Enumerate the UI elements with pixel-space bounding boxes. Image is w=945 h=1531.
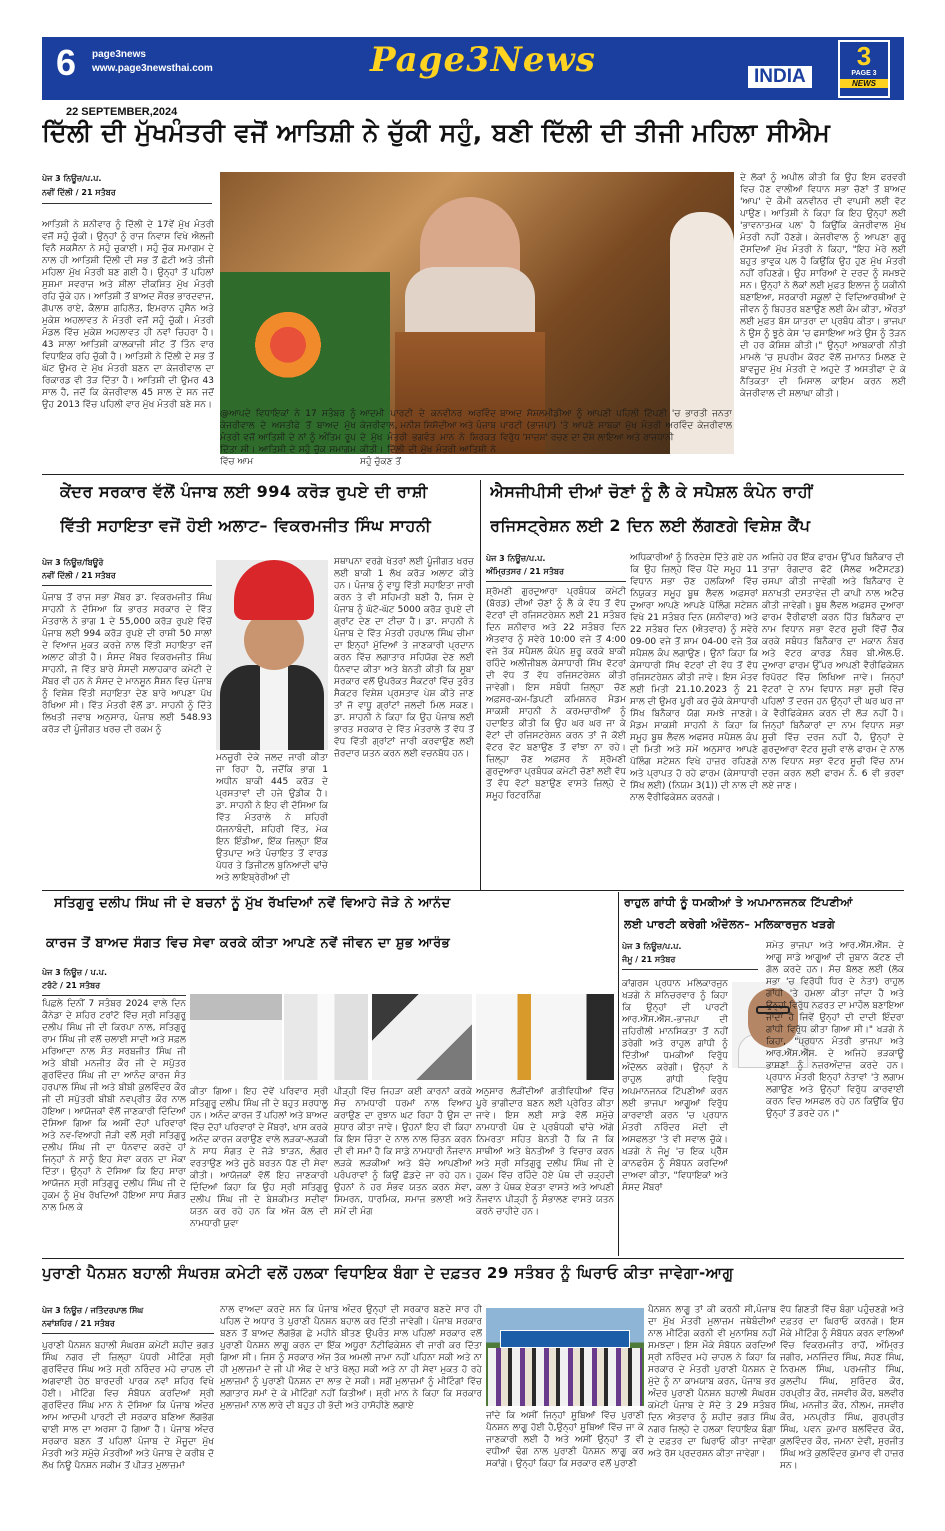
wedding-photo-4 <box>476 994 614 1080</box>
byline-place: ਨਵੀਂ ਦਿੱਲੀ / 21 ਸਤੰਬਰ <box>42 188 116 197</box>
byline <box>622 940 758 970</box>
article-body: ਆਦਮੀ ਪਾਰਟੀ ਦੇ ਕਨਵੀਨਰ ਅਰਵਿੰਦ ਕੇਜਰੀਵਾਲ, ਮਨੀਸ਼ ਸਿਸੋਦੀਆ ਅਤੇ ਪੰਜਾਬ ਦੇ ਮੁੱਖ ਮੰਤਰੀ ਭਗਵੰਤ ਮਾਨ ਨੇ ਸ਼ਿਰਕਤ ਕੀਤੀ। ਦਿੱਲੀ ਦੀ ਮੁੱਖ ਮੰਤਰੀ ਆਤਿਸ਼ੀ ਨੇ ਸਹੁੰ ਚੁੱਕਣ ਤੋਂ <box>360 409 496 467</box>
divider <box>42 474 904 475</box>
headline-kharge-line2: ਲਈ ਪਾਰਟੀ ਕਰੇਗੀ ਅੰਦੋਲਨ– ਮਲਿਕਾਰਜੁਨ ਖੜਗੇ <box>624 918 836 931</box>
byline-agency: ਪੇਜ 3 ਨਿਊਜ਼/ਪ.ਪ. <box>622 942 682 951</box>
divider <box>42 890 904 891</box>
article-body: ਕਾਂਗਰਸ ਪ੍ਰਧਾਨ ਮਲਿਕਾਰਜੁਨ ਖੜਗੇ ਨੇ ਸ਼ਨਿਚਰਵਾਰ ਨੂੰ ਕਿਹਾ ਕਿ ਉਨ੍ਹਾਂ ਦੀ ਪਾਰਟੀ ਆਰ.ਐੱਸ.ਐੱਸ.-ਭਾਜਪਾ ਦੀ ਜ਼ਹਿਰੀਲੀ ਮਾਨਸਿਕਤਾ ਤੋਂ ਨਹੀਂ ਡਰੇਗੀ ਅਤੇ ਰਾਹੁਲ ਗਾਂਧੀ ਨੂੰ ਦਿੱਤੀਆਂ ਧਮਕੀਆਂ ਵਿਰੁੱਧ ਅੰਦੋਲਨ ਕਰੇਗੀ। ਉਨ੍ਹਾਂ ਨੇ ਰਾਹੁਲ ਗਾਂਧੀ ਵਿਰੁੱਧ ਅਪਮਾਨਜਨਕ ਟਿੱਪਣੀਆਂ ਕਰਨ ਲਈ ਭਾਜਪਾ ਆਗੂਆਂ ਵਿਰੁੱਧ ਕਾਰਵਾਈ ਕਰਨ 'ਚ ਪ੍ਰਧਾਨ ਮੰਤਰੀ ਨਰਿੰਦਰ ਮੋਦੀ ਦੀ ਅਸਫਲਤਾ 'ਤੇ ਵੀ ਸਵਾਲ ਚੁੱਕੇ। ਖੜਗੇ ਨੇ ਜੰਮੂ 'ਚ ਇਕ ਪ੍ਰੈੱਸ ਕਾਨਫਰੰਸ ਨੂੰ ਸੰਬੋਧਨ ਕਰਦਿਆਂ ਦਾਅਵਾ ਕੀਤਾ, "ਵਿਧਾਇਕਾਂ ਅਤੇ ਸੰਸਦ ਮੈਂਬਰਾਂ <box>622 979 728 1193</box>
wedding-photo-2 <box>284 994 368 1080</box>
article-body: ਅਧਿਕਾਰੀਆਂ ਨੂੰ ਨਿਰਦੇਸ਼ ਦਿੱਤੇ ਗਏ ਹਨ ਕਿ ਉਹ ਜ਼ਿਲ੍ਹੇ ਵਿੱਚ ਪੈਂਦੇ ਸਮੂਹ 11 ਵਿਧਾਨ ਸਭਾ ਚੋਣ ਹਲਕਿਆਂ ਵਿੱਚ ਨਿਯੁਕਤ ਸਮੂਹ ਬੂਥ ਲੈਵਲ ਅਫ਼ਸਰਾਂ ਦੁਆਰਾ ਆਪਣੇ ਆਪਣੇ ਪੋਲਿੰਗ ਸਟੇਸ਼ਨ ਵਿਖੇ 21 ਸਤੰਬਰ ਦਿਨ (ਸ਼ਨੀਵਾਰ) ਅਤੇ 22 ਸਤੰਬਰ ਦਿਨ (ਐਤਵਾਰ) ਨੂੰ ਸਵੇਰੇ 09-00 ਵਜੇ ਤੋਂ ਸ਼ਾਮ 04-00 ਵਜੇ ਤੱਕ ਸਪੈਸ਼ਲ ਕੰਪ ਲਗਾਉਣ। ਉਨਾਂ ਕਿਹਾ ਕਿ ਕੇਸਾਧਾਰੀ ਸਿੱਖ ਵੋਟਰਾਂ ਦੀ ਵੱਧ ਤੋਂ ਵੱਧ ਰਜਿਸਟਰੇਸ਼ਨ ਕੀਤੀ ਜਾਵੇ। ਇਸ ਮੰਤਵ ਲਈ ਮਿਤੀ 21.10.2023 ਨੂੰ 21 ਸਾਲ ਦੀ ਉਮਰ ਪੂਰੀ ਕਰ ਚੁੱਕੇ ਕੇਸਾਧਾਰੀ ਸਿੱਖ ਬਿਨੈਕਾਰ ਯੋਗ ਸਮਝੇ ਜਾਣਗੇ। ਮੈਡਮ ਸਾਕਸ਼ੀ ਸਾਹਨੀ ਨੇ ਕਿਹਾ ਕਿ ਸਮੂਹ ਬੂਥ ਲੈਵਲ ਅਫਸਰ ਸਪੈਸ਼ਲ ਕੰਪ ਦੀ ਮਿਤੀ ਅਤੇ ਸਮੇਂ ਅਨੁਸਾਰ ਆਪਣੇ ਪੋਲਿੰਗ ਸਟੇਸ਼ਨ ਵਿਖੇ ਹਾਜ਼ਰ ਰਹਿਣਗੇ ਅਤੇ ਪ੍ਰਾਪਤ ਹੋ ਰਹੇ ਫਾਰਮ (ਕੇਸਾਧਾਰੀ ਸਿੱਖ ਲਈ) (ਨਿਯਮ 3(1)) ਦੀ ਨਾਲ ਦੀ ਨਾਲ ਵੈਰੀਫਿਕੇਸ਼ਨ ਕਰਨਗੇ। <box>630 553 758 803</box>
headline-wedding-line2: ਕਾਰਜ ਤੋਂ ਬਾਅਦ ਸੰਗਤ ਵਿਚ ਸੇਵਾ ਕਰਕੇ ਕੀਤਾ ਆਪਣੇ ਨਵੇਂ ਜੀਵਨ ਦਾ ਸ਼ੁਭ ਆਰੰਭ <box>46 936 451 951</box>
article-body: ਆਤਿਸ਼ੀ ਨੇ ਸ਼ਨੀਵਾਰ ਨੂੰ ਦਿੱਲੀ ਦੇ 17ਵੇਂ ਮੁੱਖ ਮੰਤਰੀ ਵਜੋਂ ਸਹੁੰ ਚੁੱਕੀ। ਉਨ੍ਹਾਂ ਨੂੰ ਰਾਜ ਨਿਵਾਸ ਵਿਖੇ ਐਲਜੀ ਵਿਨੈ ਸਕਸੈਨਾ ਨੇ ਸਹੁੰ ਚੁਕਾਈ। ਸਹੁੰ ਚੁੱਕ ਸਮਾਗਮ ਦੇ ਨਾਲ ਹੀ ਆਤਿਸ਼ੀ ਦਿੱਲੀ ਦੀ ਸਭ ਤੋਂ ਛੋਟੀ ਅਤੇ ਤੀਜੀ ਮਹਿਲਾ ਮੁੱਖ ਮੰਤਰੀ ਬਣ ਗਈ ਹੈ। ਉਨ੍ਹਾਂ ਤੋਂ ਪਹਿਲਾਂ ਸੁਸ਼ਮਾ ਸਵਰਾਜ ਅਤੇ ਸ਼ੀਲਾ ਦੀਕਸ਼ਿਤ ਮੁੱਖ ਮੰਤਰੀ ਰਹਿ ਚੁੱਕੇ ਹਨ। ਆਤਿਸ਼ੀ ਤੋਂ ਬਾਅਦ ਸੌਰਭ ਭਾਰਦਵਾਜ, ਗੋਪਾਲ ਰਾਏ, ਕੈਲਾਸ਼ ਗਹਿਲੋਤ, ਇਮਰਾਨ ਹੁਸੈਨ ਅਤੇ ਮੁਕੇਸ਼ ਅਹਲਾਵਤ ਨੇ ਮੰਤਰੀ ਵਜੋਂ ਸਹੁੰ ਚੁੱਕੀ। ਮੰਤਰੀ ਮੰਡਲ ਵਿੱਚ ਮੁਕੇਸ਼ ਅਹਲਾਵਤ ਹੀ ਨਵਾਂ ਚਿਹਰਾ ਹੈ। 43 ਸਾਲਾ ਆਤਿਸ਼ੀ ਕਾਲਕਾਜੀ ਸੀਟ ਤੋਂ ਤਿੰਨ ਵਾਰ ਵਿਧਾਇਕ ਰਹਿ ਚੁੱਕੀ ਹੈ। ਆਤਿਸ਼ੀ ਨੇ ਦਿੱਲੀ ਦੇ ਸਭ ਤੋਂ ਘੱਟ ਉਮਰ ਦੇ ਮੁੱਖ ਮੰਤਰੀ ਬਣਨ ਦਾ ਕੇਜਰੀਵਾਲ ਦਾ ਰਿਕਾਰਡ ਵੀ ਤੋੜ ਦਿੱਤਾ ਹੈ। ਆਤਿਸ਼ੀ ਦੀ ਉਮਰ 43 ਸਾਲ ਹੈ, ਜਦੋਂ ਕਿ ਕੇਜਰੀਵਾਲ 45 ਸਾਲ ਦੇ ਸਨ ਜਦੋਂ ਉਹ 2013 ਵਿੱਚ ਪਹਿਲੀ ਵਾਰ ਮੁੱਖ ਮੰਤਰੀ ਬਣੇ ਸਨ। <box>42 220 214 410</box>
article-body: ਅਜਿਹੇ ਹਰ ਇੱਕ ਫਾਰਮ ਉੱਪਰ ਬਿਨੈਕਾਰ ਦੀ ਤਾਜ਼ਾ ਰੰਗਦਾਰ ਫੋਟੋ (ਸੈਲਫ ਅਟੈਸਟਡ) ਚਸਪਾ ਕੀਤੀ ਜਾਵੇਗੀ ਅਤੇ ਬਿਨੈਕਾਰ ਦੇ ਸ਼ਨਾਖਤੀ ਦਸਤਾਵੇਜ਼ ਦੀ ਕਾਪੀ ਨਾਲ ਅਟੈਚ ਕੀਤੀ ਜਾਵੇਗੀ। ਬੂਥ ਲੈਵਲ ਅਫ਼ਸਰ ਦੁਆਰਾ ਫਾਰਮ ਵੈਰੀਫਾਈ ਕਰਨ ਹਿੱਤ ਬਿਨੈਕਾਰ ਦਾ ਨਾਮ ਵਿਧਾਨ ਸਭਾ ਵੋਟਰ ਸੂਚੀ ਵਿੱਚੋਂ ਚੈੱਕ ਕਰਕੇ ਸਬੰਧਤ ਬਿਨੈਕਾਰ ਦਾ ਮਕਾਨ ਨੰਬਰ ਅਤੇ ਵੋਟਰ ਕਾਰਡ ਨੰਬਰ ਬੀ.ਐਲ.ਓ. ਦੁਆਰਾ ਫਾਰਮ ਉੱਪਰ ਆਪਣੀ ਵੈਰੀਫਿਕੇਸ਼ਨ ਰਿਪੋਰਟ ਵਿੱਚ ਲਿਖਿਆ ਜਾਵੇ। ਜਿਨ੍ਹਾਂ ਵੋਟਰਾਂ ਦੇ ਨਾਮ ਵਿਧਾਨ ਸਭਾ ਸੂਚੀ ਵਿੱਚ ਪਹਿਲਾਂ ਤੋਂ ਦਰਜ ਹਨ ਉਨ੍ਹਾਂ ਦੀ ਘਰ ਘਰ ਜਾ ਕੇ ਵੈਰੀਫਿਕੇਸ਼ਨ ਕਰਨ ਦੀ ਲੋੜ ਨਹੀਂ ਹੈ। ਜਿਨ੍ਹਾਂ ਬਿਨੈਕਾਰਾਂ ਦਾ ਨਾਮ ਵਿਧਾਨ ਸਭਾ ਸੂਚੀ ਵਿੱਚ ਦਰਜ ਨਹੀਂ ਹੈ, ਉਨ੍ਹਾਂ ਦੇ ਗੁਰਦੁਆਰਾ ਵੋਟਰ ਸੂਚੀ ਵਾਲੇ ਫਾਰਮ ਦੇ ਨਾਲ ਨਾਲ ਵਿਧਾਨ ਸਭਾ ਵੋਟਰ ਸੂਚੀ ਵਿੱਚ ਨਾਮ ਦਰਜ ਕਰਨ ਲਈ ਫਾਰਮ ਨੰ. 6 ਵੀ ਭਰਵਾ ਲਏ ਜਾਣ। <box>762 553 904 791</box>
article-body: ਅਨੁਸਾਰ ਲੋੜੀਂਦੀਆਂ ਗਤੀਵਿਧੀਆਂ ਵਿੱਚ ਪੂਰੇ ਭਾਗੀਦਾਰ ਬਣਨ ਲਈ ਪ੍ਰੇਰਿਤ ਕੀਤਾ ਜਾਵੇ। ਇਸ ਲਈ ਸਾਡੇ ਵੱਲੋਂ ਸਮੁੱਚੇ ਨਾਮਧਾਰੀ ਪੰਥ ਦੇ ਪ੍ਰਬੰਧਕੀ ਢਾਂਚੇ ਅੱਗੇ ਨਿਮਰਤਾ ਸਹਿਤ ਬੇਨਤੀ ਹੈ ਕਿ ਜੋ ਕਿ ਸਾਥੀਆਂ ਅਤੇ ਬੇਨਤੀਆਂ ਤੇ ਵਿਚਾਰ ਕਰਨ ਅਤੇ ਸ੍ਰੀ ਸਤਿਗੁਰੂ ਦਲੀਪ ਸਿੰਘ ਜੀ ਦੇ ਹੁਕਮ ਵਿੱਚ ਰਹਿੰਦੇ ਹੋਏ ਪੰਥ ਦੀ ਚੜ੍ਹਦੀ ਕਲਾ ਤੇ ਪੰਥਕ ਏਕਤਾ ਵਾਸਤੇ ਅਤੇ ਆਪਣੀ ਨੌਜਵਾਨ ਪੀੜ੍ਹੀ ਨੂੰ ਸੰਭਾਲਣ ਵਾਸਤੇ ਯਤਨ ਕਰਨੇ ਚਾਹੀਦੇ ਹਨ। <box>476 1087 614 1217</box>
badge-text: PAGE 3 <box>851 70 877 77</box>
article-body: ਪੈਨਸ਼ਨ ਲਾਗੂ ਤਾਂ ਕੀ ਕਰਨੀ ਸੀ,ਪੰਜਾਬ ਦਾ ਮੁੱਖ ਮੰਤਰੀ ਮੁਲਾਜ਼ਮ ਜਥੇਬੰਦੀਆਂ ਨਾਲ ਮੀਟਿੰਗ ਕਰਨੀ ਵੀ ਮੁਨਾਸਿਬ ਨਹੀਂ ਸਮਝਦਾ। ਇਸ ਮੌਕੇ ਸੰਬੋਧਨ ਕਰਦਿਆਂ ਸ੍ਰੀ ਨਰਿੰਦਰ ਮਹੇ ਚਾਹਲ ਨੇ ਕਿਹਾ ਕਿ ਸਰਕਾਰ ਦੇ ਮੰਤਰੀ ਪੁਰਾਣੀ ਪੈਨਸ਼ਨ ਦੇ ਮੁੱਦੇ ਨੂੰ ਨਾ ਕਾਮਯਾਬ ਕਰਨ, ਪੰਜਾਬ ਭਰ ਅੰਦਰ ਪੁਰਾਣੀ ਪੈਨਸ਼ਨ ਬਹਾਲੀ ਸੰਘਰਸ਼ ਕਮੇਟੀ ਪੰਜਾਬ ਦੇ ਸੱਦੇ ਤੇ 29 ਸਤੰਬਰ ਦਿਨ ਐਤਵਾਰ ਨੂੰ ਸ਼ਹੀਦ ਭਗਤ ਸਿੰਘ ਨਗਰ ਜ਼ਿਲ੍ਹੇ ਦੇ ਹਲਕਾ ਵਿਧਾਇਕ ਬੰਗਾ ਦੇ ਦਫ਼ਤਰ ਦਾ ਘਿਰਾਓ ਕੀਤਾ ਜਾਵੇਗਾ ਅਤੇ ਰੋਸ ਪ੍ਰਦਰਸ਼ਨ ਕੀਤਾ ਜਾਵੇਗਾ। <box>648 1305 776 1459</box>
logo: Page3News <box>370 40 596 80</box>
divider <box>480 480 481 890</box>
turban <box>234 560 314 620</box>
article-body: ਸ਼੍ਰੋਮਣੀ ਗੁਰਦੁਆਰਾ ਪ੍ਰਬੰਧਕ ਕਮੇਟੀ (ਬੋਰਡ) ਦੀਆਂ ਚੋਣਾਂ ਨੂੰ ਲੈ ਕੇ ਵੱਧ ਤੋਂ ਵੱਧ ਵੋਟਰਾਂ ਦੀ ਰਜਿਸਟਰੇਸ਼ਨ ਲਈ 21 ਸਤੰਬਰ ਦਿਨ ਸ਼ਨੀਵਾਰ ਅਤੇ 22 ਸਤੰਬਰ ਦਿਨ ਐਤਵਾਰ ਨੂੰ ਸਵੇਰੇ 10:00 ਵਜੇ ਤੋਂ 4:00 ਵਜੇ ਤੱਕ ਸਪੈਸ਼ਲ ਕੰਪੇਨ ਸ਼ੁਰੂ ਕਰਕੇ ਬਾਕੀ ਰਹਿੰਦੇ ਅਲੀਜੀਬਲ ਕੇਸਾਧਾਰੀ ਸਿੱਖ ਵੋਟਰਾਂ ਦੀ ਵੱਧ ਤੋਂ ਵੱਧ ਰਜਿਸਟਰੇਸ਼ਨ ਕੀਤੀ ਜਾਵੇਗੀ। ਇਸ ਸਬੰਧੀ ਜ਼ਿਲ੍ਹਾ ਚੋਣ ਅਫ਼ਸਰ-ਕਮ-ਡਿਪਟੀ ਕਮਿਸ਼ਨਰ ਮੈਡਮ ਸਾਕਸ਼ੀ ਸਾਹਨੀ ਨੇ ਕਰਮਚਾਰੀਆਂ ਨੂੰ ਹਦਾਇਤ ਕੀਤੀ ਕਿ ਉਹ ਘਰ ਘਰ ਜਾ ਕੇ ਵੋਟਾਂ ਦੀ ਰਜਿਸਟਰੇਸ਼ਨ ਕਰਨ ਤਾਂ ਜੋ ਕੋਈ ਵੋਟਰ ਵੋਟ ਬਣਾਉਣ ਤੋਂ ਵਾਂਝਾ ਨਾ ਰਹੇ। ਜ਼ਿਲ੍ਹਾ ਚੋਣ ਅਫ਼ਸਰ ਨੇ ਸ਼੍ਰੋਮਣੀ ਗੁਰਦੁਆਰਾ ਪ੍ਰਬੰਧਕ ਕਮੇਟੀ ਚੋਣਾਂ ਲਈ ਵੱਧ ਤੋਂ ਵੱਧ ਵੋਟਾਂ ਬਣਾਉਣ ਵਾਸਤੇ ਜ਼ਿਲ੍ਹੇ ਦੇ ਸਮੂਹ ਰਿਟਰਨਿੰਗ <box>486 587 626 801</box>
byline <box>42 1304 214 1334</box>
edition-label: INDIA <box>748 66 812 88</box>
article-body: ਨਾਲ ਵਾਅਦਾ ਕਰਦੇ ਸਨ ਕਿ ਪੰਜਾਬ ਅੰਦਰ ਉਨ੍ਹਾਂ ਦੀ ਸਰਕਾਰ ਬਣਦੇ ਸਾਰ ਹੀ ਪਹਿਲ ਦੇ ਅਧਾਰ ਤੇ ਪੁਰਾਣੀ ਪੈਨਸ਼ਨ ਬਹਾਲ ਕਰ ਦਿੱਤੀ ਜਾਵੇਗੀ। ਪੰਜਾਬ ਸਰਕਾਰ ਬਣਨ ਤੋਂ ਬਾਅਦ ਲੱਗਭੱਗ ਛੇ ਮਹੀਨੇ ਬੀਤਣ ਉਪਰੰਤ ਸਾਲ ਪਹਿਲਾਂ ਸਰਕਾਰ ਵਲੋਂ ਪੁਰਾਣੀ ਪੈਨਸ਼ਨ ਲਾਗੂ ਕਰਨ ਦਾ ਇੱਕ ਅਧੂਰਾ ਨੋਟੀਫਿਕੇਸ਼ਨ ਵੀ ਜਾਰੀ ਕਰ ਦਿੱਤਾ ਗਿਆ ਸੀ। ਜਿਸ ਨੂੰ ਸਰਕਾਰ ਅੱਜ ਤੱਕ ਅਮਲੀ ਜਾਮਾ ਨਹੀਂ ਪਹਿਨਾ ਸਕੀ ਅਤੇ ਨਾ ਹੀ ਮੁਲਾਜ਼ਮਾਂ ਦੇ ਜੀ ਪੀ ਐਫ ਦੇ ਖਾਤੇ ਖੋਲ੍ਹ ਸਕੀ ਅਤੇ ਨਾ ਹੀ ਸੇਵਾ ਮੁਕਤ ਹੋ ਰਹੇ ਮੁਲਾਜ਼ਮਾਂ ਨੂੰ ਪੁਰਾਣੀ ਪੈਨਸ਼ਨ ਦਾ ਲਾਭ ਦੇ ਸਕੀ। ਸਗੋਂ ਮੁਲਾਜ਼ਮਾਂ ਨੂੰ ਮੀਟਿੰਗਾਂ ਵਿੱਚ ਲਗਾਤਾਰ ਸਮਾਂ ਦੇ ਕੇ ਮੀਟਿੰਗਾਂ ਨਹੀਂ ਕਿਤੀਆਂ। ਸ਼੍ਰੀ ਮਾਨ ਨੇ ਕਿਹਾ ਕਿ ਸਰਕਾਰ ਮੁਲਾਜ਼ਮਾਂ ਨਾਲ ਲਾਰੇ ਦੀ ਬਹੁਤ ਹੀ ਭੱਦੀ ਅਤੇ ਹਾਸੋਹੀਣੇ ਲਗਾਏ <box>220 1305 482 1411</box>
headline-atishi: ਦਿੱਲੀ ਦੀ ਮੁੱਖਮੰਤਰੀ ਵਜੋਂ ਆਤਿਸ਼ੀ ਨੇ ਚੁੱਕੀ ਸਹੁੰ, ਬਣੀ ਦਿੱਲੀ ਦੀ ਤੀਜੀ ਮਹਿਲਾ ਸੀਐਮ <box>42 118 831 147</box>
byline-place: ਨਵੀਂ ਦਿੱਲੀ / 21 ਸਤੰਬਰ <box>42 571 116 580</box>
article-body: ਦੇ ਲੋਕਾਂ ਨੂੰ ਅਪੀਲ ਕੀਤੀ ਕਿ ਉਹ ਇਸ ਫਰਵਰੀ ਵਿਚ ਹੋਣ ਵਾਲੀਆਂ ਵਿਧਾਨ ਸਭਾ ਚੋਣਾਂ ਤੋਂ ਬਾਅਦ 'ਆਪ' ਦੇ ਕੌਮੀ ਕਨਵੀਨਰ ਦੀ ਵਾਪਸੀ ਲਈ ਵੋਟ ਪਾਉਣ। ਆਤਿਸ਼ੀ ਨੇ ਕਿਹਾ ਕਿ ਇਹ ਉਨ੍ਹਾਂ ਲਈ 'ਭਾਵਨਾਤਮਕ ਪਲ' ਹੈ ਕਿਉਂਕਿ ਕੇਜਰੀਵਾਲ ਮੁੱਖ ਮੰਤਰੀ ਨਹੀਂ ਹੋਣਗੇ। ਕੇਜਰੀਵਾਲ ਨੂੰ ਆਪਣਾ ਗੁਰੂ ਦੱਸਦਿਆਂ ਮੁੱਖ ਮੰਤਰੀ ਨੇ ਕਿਹਾ, "ਇਹ ਮੇਰੇ ਲਈ ਬਹੁਤ ਭਾਵੁਕ ਪਲ ਹੈ ਕਿਉਂਕਿ ਉਹ ਹੁਣ ਮੁੱਖ ਮੰਤਰੀ ਨਹੀਂ ਰਹਿਣਗੇ। ਉਹ ਸਾਰਿਆਂ ਦੇ ਦਰਦ ਨੂੰ ਸਮਝਦੇ ਸਨ। ਉਨ੍ਹਾਂ ਨੇ ਲੋਕਾਂ ਲਈ ਮੁਫ਼ਤ ਇਲਾਜ ਨੂੰ ਯਕੀਨੀ ਬਣਾਇਆ, ਸਰਕਾਰੀ ਸਕੂਲਾਂ ਦੇ ਵਿਦਿਆਰਥੀਆਂ ਦੇ ਜੀਵਨ ਨੂੰ ਬਿਹਤਰ ਬਣਾਉਣ ਲਈ ਕੰਮ ਕੀਤਾ, ਔਰਤਾਂ ਲਈ ਮੁਫ਼ਤ ਬੱਸ ਯਾਤਰਾ ਦਾ ਪ੍ਰਬੰਧ ਕੀਤਾ। ਭਾਜਪਾ ਨੇ ਉਸ ਨੂੰ ਝੂਠੇ ਕੇਸ 'ਚ ਫਸਾਇਆ ਅਤੇ ਉਸ ਨੂੰ ਤੋੜਨ ਦੀ ਹਰ ਕੋਸ਼ਿਸ਼ ਕੀਤੀ।" ਉਨ੍ਹਾਂ ਆਬਕਾਰੀ ਨੀਤੀ ਮਾਮਲੇ 'ਚ ਸੁਪਰੀਮ ਕੋਰਟ ਵੱਲੋਂ ਜ਼ਮਾਨਤ ਮਿਲਣ ਦੇ ਬਾਵਜੂਦ ਮੁੱਖ ਮੰਤਰੀ ਦੇ ਅਹੁਦੇ ਤੋਂ ਅਸਤੀਫਾ ਦੇ ਕੇ ਨੈਤਿਕਤਾ ਦੀ ਮਿਸਾਲ ਕਾਇਮ ਕਰਨ ਲਈ ਕੇਜਰੀਵਾਲ ਦੀ ਸ਼ਲਾਘਾ ਕੀਤੀ। <box>740 173 906 399</box>
byline <box>486 552 626 582</box>
article-body: ਬਾਅਦ ਸੋਸ਼ਲਮੀਡੀਆ ਨੂੰ ਆਪਣੀ ਪਹਿਲੀ ਟਿੱਪਣੀ 'ਚ ਭਾਰਤੀ ਜਨਤਾ ਪਾਰਟੀ (ਭਾਜਪਾ) 'ਤੇ ਆਪਣੇ ਸਾਬਕਾ ਮੁੱਖ ਮੰਤਰੀ ਅਰਵਿੰਦ ਕੇਜਰੀਵਾਲ ਵਿਰੁੱਧ 'ਸਾਜ਼ਸ਼' ਰਚਣ ਦਾ ਦੋਸ਼ ਲਾਇਆ ਅਤੇ ਰਾਜਧਾਨੀ <box>500 409 732 443</box>
headline-994-crore-line2: ਵਿੱਤੀ ਸਹਾਇਤਾ ਵਜੋਂ ਹੋਈ ਅਲਾਟ– ਵਿਕਰਮਜੀਤ ਸਿੰਘ ਸਾਹਨੀ <box>60 516 432 535</box>
headline-sgpc: ਐਸਜੀਪੀਸੀ ਦੀਆਂ ਚੋਣਾਂ ਨੂੰ ਲੈ ਕੇ ਸਪੈਸ਼ਲ ਕੰਪੇਨ ਰਾਹੀਂ <box>490 482 813 501</box>
article-body: ਕੀਤਾ ਗਿਆ। ਇਹ ਦੋਵੇਂ ਪਰਿਵਾਰ ਸ੍ਰੀ ਸਤਿਗੁਰੂ ਦਲੀਪ ਸਿੰਘ ਜੀ ਦੇ ਬਹੁਤ ਸ਼ਰਧਾਲੂ ਹਨ। ਅਨੰਦ ਕਾਰਜ ਤੋਂ ਪਹਿਲਾਂ ਅਤੇ ਬਾਅਦ ਵਿੱਚ ਦੋਹਾਂ ਪਰਿਵਾਰਾਂ ਦੇ ਮੈਂਬਰਾਂ, ਖਾਸ ਕਰਕੇ ਅਨੰਦ ਕਾਰਜ ਕਰਾਉਣ ਵਾਲੇ ਲੜਕਾ-ਲੜਕੀ ਨੇ ਸਾਧ ਸੰਗਤ ਦੇ ਜੋੜੇ ਝਾੜਨ, ਲੰਗਰ ਵਰਤਾਉਣ ਅਤੇ ਜੂਠੇ ਬਰਤਨ ਧੋਣ ਦੀ ਸੇਵਾ ਕੀਤੀ। ਆਯੋਜਕਾਂ ਵੱਲੋਂ ਇਹ ਜਾਣਕਾਰੀ ਦਿੰਦਿਆਂ ਕਿਹਾ ਕਿ ਉਹ ਸ੍ਰੀ ਸਤਿਗੁਰੂ ਦਲੀਪ ਸਿੰਘ ਜੀ ਦੇ ਬੇਸ਼ਕੀਮਤ ਸਦੀਵਾ ਯਤਨ ਕਰ ਰਹੇ ਹਨ ਕਿ ਅੱਜ ਕੱਲ ਦੀ ਨਾਮਧਾਰੀ ਯੁਵਾ <box>190 1087 328 1229</box>
divider <box>42 1258 904 1259</box>
shirt <box>260 665 288 750</box>
headline-pension: ਪੁਰਾਣੀ ਪੈਨਸ਼ਨ ਬਹਾਲੀ ਸੰਘਰਸ਼ ਕਮੇਟੀ ਵਲੋਂ ਹਲਕਾ ਵਿਧਾਇਕ ਬੰਗਾ ਦੇ ਦਫ਼ਤਰ 29 ਸਤੰਬਰ ਨੂੰ ਘਿਰਾਓ ਕੀਤਾ ਜਾਵੇਗਾ-ਆਗੂ <box>42 1264 734 1282</box>
headline-wedding: ਸਤਿਗੁਰੂ ਦਲੀਪ ਸਿੰਘ ਜੀ ਦੇ ਬਚਨਾਂ ਨੂੰ ਮੁੱਖ ਰੱਖਦਿਆਂ ਨਵੇਂ ਵਿਆਹੇ ਜੋੜੇ ਨੇ ਆਨੰਦ <box>54 896 451 911</box>
wedding-photo-3 <box>372 994 472 1080</box>
byline-agency: ਪੇਜ 3 ਨਿਊਜ਼/ਪ.ਪ. <box>42 174 102 183</box>
headline-994-crore: ਕੇਂਦਰ ਸਰਕਾਰ ਵੱਲੋਂ ਪੰਜਾਬ ਲਈ 994 ਕਰੋੜ ਰੁਪਏ ਦੀ ਰਾਸ਼ੀ <box>60 482 428 501</box>
byline-place: ਅੰਮ੍ਰਿਤਸਰ / 21 ਸਤੰਬਰ <box>486 567 564 576</box>
site-name: page3news <box>92 49 146 60</box>
byline-agency: ਪੇਜ 3 ਨਿਊਜ਼ / ਪ.ਪ. <box>42 968 107 977</box>
date-bar <box>42 100 904 118</box>
article-body: ਜਾਂਦੇ ਕਿ ਅਸੀਂ ਜਿਨ੍ਹਾਂ ਸੂਬਿਆਂ ਵਿੱਚ ਪੁਰਾਣੀ ਪੈਨਸ਼ਨ ਲਾਗੂ ਹੋਈ ਹੈ,ਉਨ੍ਹਾਂ ਸੂਬਿਆਂ ਵਿੱਚ ਜਾ ਕੇ ਜਾਣਕਾਰੀ ਲਈ ਹੈ ਅਤੇ ਅਸੀਂ ਉਨ੍ਹਾਂ ਤੋਂ ਵੀ ਵਧੀਆਂ ਢੰਗ ਨਾਲ ਪੁਰਾਣੀ ਪੈਨਸ਼ਨ ਲਾਗੂ ਕਰ ਸਕਾਂਗੇ। ਉਨ੍ਹਾਂ ਕਿਹਾ ਕਿ ਸਰਕਾਰ ਵਲੋਂ ਪੁਰਾਣੀ <box>486 1411 644 1469</box>
pension-protest-photo <box>486 1308 644 1406</box>
headline-sgpc-line2: ਰਜਿਸਟ੍ਰੇਸ਼ਨ ਲਈ 2 ਦਿਨ ਲਈ ਲੱਗਣਗੇ ਵਿਸ਼ੇਸ਼ ਕੈਂਪ <box>490 516 811 535</box>
divider <box>618 892 619 1256</box>
article-body: ਪੁਰਾਣੀ ਪੈਨਸ਼ਨ ਬਹਾਲੀ ਸੰਘਰਸ਼ ਕਮੇਟੀ ਸ਼ਹੀਦ ਭਗਤ ਸਿੰਘ ਨਗਰ ਦੀ ਜ਼ਿਲ੍ਹਾ ਪੱਧਰੀ ਮੀਟਿੰਗ ਸ੍ਰੀ ਗੁਰਵਿੰਦਰ ਸਿੰਘ ਅਤੇ ਸ੍ਰੀ ਨਰਿੰਦਰ ਮਹੇ ਚਾਹਲ ਦੀ ਅਗਵਾਈ ਹੇਠ ਬਾਰਦਰੀ ਪਾਰਕ ਨਵਾਂ ਸ਼ਹਿਰ ਵਿਖੇ ਹੋਈ। ਮੀਟਿੰਗ ਵਿਚ ਸੰਬੋਧਨ ਕਰਦਿਆਂ ਸ੍ਰੀ ਗੁਰਵਿੰਦਰ ਸਿੰਘ ਮਾਨ ਨੇ ਦੱਸਿਆ ਕਿ ਪੰਜਾਬ ਅੰਦਰ ਆਮ ਆਦਮੀ ਪਾਰਟੀ ਦੀ ਸਰਕਾਰ ਬਣਿਆ ਲੱਗਭੱਗ ਢਾਈ ਸਾਲ ਦਾ ਅਰਸਾ ਹੋ ਗਿਆ ਹੈ। ਪੰਜਾਬ ਅੰਦਰ ਸਰਕਾਰ ਬਣਨ ਤੋਂ ਪਹਿਲਾਂ ਪੰਜਾਬ ਦੇ ਮੌਜੂਦਾ ਮੁੱਖ ਮੰਤਰੀ ਅਤੇ ਸਮੁੱਚੇ ਮੰਤਰੀਆਂ ਅਤੇ ਪੰਜਾਬ ਦੇ ਕਰੀਬ ਦੋ ਲੱਖ ਨਿਊ ਪੈਨਸ਼ਨ ਸਕੀਮ ਤੋਂ ਪੀੜਤ ਮੁਲਾਜ਼ਮਾਂ <box>42 1341 214 1471</box>
article-body: ਮਨਜ਼ੂਰੀ ਦੇਕੇ ਜਲਦ ਜਾਰੀ ਕੀਤਾ ਜਾ ਰਿਹਾ ਹੈ, ਜਦੋਂਕਿ ਭਾਗ 1 ਅਧੀਨ ਬਾਕੀ 445 ਕਰੋੜ ਦੇ ਪ੍ਰਸਤਾਵਾਂ ਦੀ ਹਜੇ ਉਡੀਕ ਹੈ। ਡਾ. ਸਾਹਨੀ ਨੇ ਇਹ ਵੀ ਦੱਸਿਆ ਕਿ ਵਿੱਤ ਮੰਤਰਾਲੇ ਨੇ ਸ਼ਹਿਰੀ ਯੋਜਨਾਬੰਦੀ, ਸ਼ਹਿਰੀ ਵਿੱਤ, ਮੇਕ ਇਨ ਇੰਡੀਆ, ਇੱਕ ਜ਼ਿਲ੍ਹਾ ਇੱਕ ਉਤਪਾਦ ਅਤੇ ਪੰਚਾਇਤ ਤੋਂ ਵਾਰਡ ਪੱਧਰ ਤੇ ਡਿਜੀਟਲ ਬੁਨਿਆਦੀ ਢਾਂਚੇ ਅਤੇ ਲਾਇਬ੍ਰੇਰੀਆਂ ਦੀ <box>216 753 328 883</box>
headline-kharge: ਰਾਹੁਲ ਗਾਂਧੀ ਨੂੰ ਧਮਕੀਆਂ ਤੇ ਅਪਮਾਨਜਨਕ ਟਿੱਪਣੀਆਂ <box>624 896 853 909</box>
byline-agency: ਪੇਜ 3 ਨਿਊਜ਼ / ਜਤਿੰਦਰਪਾਲ ਸਿੰਘ <box>42 1306 144 1315</box>
badge-news: NEWS <box>840 79 888 88</box>
byline <box>42 172 212 204</box>
wedding-photo-1 <box>190 994 282 1080</box>
byline <box>42 556 212 586</box>
byline-place: ਜੰਮੂ / 21 ਸਤੰਬਰ <box>622 955 676 964</box>
article-body: ਪੀੜ੍ਹੀ ਵਿੱਚ ਜਿਹੜਾ ਕਈ ਕਾਰਨਾਂ ਕਰਕੇ ਸੱਚ ਨਾਮਧਾਰੀ ਧਰਮਾਂ ਨਾਲ ਵਿਆਹ ਕਰਾਉਣ ਦਾ ਰੁਝਾਨ ਘਟ ਰਿਹਾ ਹੈ ਉਸ ਦਾ ਸੁਧਾਰ ਕੀਤਾ ਜਾਵੇ। ਉਹਨਾਂ ਇਹ ਵੀ ਕਿਹਾ ਕਿ ਇਸ ਚਿੰਤਾ ਦੇ ਨਾਲ ਨਾਲ ਚਿੰਤਨ ਕਰਨ ਦੀ ਵੀ ਸਮਾਂ ਹੈ ਕਿ ਸਾਡੇ ਨਾਮਧਾਰੀ ਨੌਜਵਾਨ ਲੜਕੇ ਲੜਕੀਆਂ ਅਤੇ ਬੱਚੇ ਆਪਣੀਆਂ ਪਰੰਪਰਾਵਾਂ ਨੂੰ ਕਿਉਂ ਛੱਡਦੇ ਜਾ ਰਹੇ ਹਨ। ਉਹਨਾਂ ਨੇ ਹਰ ਸੰਭਵ ਯਤਨ ਕਰਨ ਸੇਵਾ, ਸਿਮਰਨ, ਧਾਰਮਿਕ, ਸਮਾਜ ਭਲਾਈ ਅਤੇ ਸਮੇਂ ਦੀ ਮੰਗ <box>334 1087 472 1217</box>
site-url[interactable]: www.page3newsthai.com <box>92 63 213 74</box>
byline-agency: ਪੇਜ 3 ਨਿਊਜ਼/ਪ.ਪ. <box>486 554 546 563</box>
banner <box>500 1330 630 1348</box>
byline-agency: ਪੇਜ 3 ਨਿਊਜ਼/ਬਿਊਰੋ <box>42 558 104 567</box>
badge-number: 3 <box>856 41 872 71</box>
article-body: ਸਥਾਪਨਾ ਵਰਗੇ ਖੇਤਰਾਂ ਲਈ ਪੂੰਜੀਗਤ ਖਰਚ ਲਈ ਬਾਕੀ 1 ਲੱਖ ਕਰੋੜ ਅਲਾਟ ਕੀਤੇ ਹਨ। ਪੰਜਾਬ ਨੂੰ ਵਾਧੂ ਵਿੱਤੀ ਸਹਾਇਤਾ ਜਾਰੀ ਕਰਨ ਤੇ ਵੀ ਸਹਿਮਤੀ ਬਣੀ ਹੈ, ਜਿਸ ਦੇ ਪੰਜਾਬ ਨੂੰ ਘੱਟੋ-ਘੱਟ 5000 ਕਰੋੜ ਰੁਪਏ ਦੀ ਗ੍ਰਾਂਟ ਦੇਣ ਦਾ ਟੀਚਾ ਹੈ। ਡਾ. ਸਾਹਨੀ ਨੇ ਪੰਜਾਬ ਦੇ ਵਿੱਤ ਮੰਤਰੀ ਹਰਪਾਲ ਸਿੰਘ ਚੀਮਾ ਦਾ ਇਨ੍ਹਾਂ ਮੁੱਦਿਆਂ ਤੇ ਜਾਣਕਾਰੀ ਪ੍ਰਦਾਨ ਕਰਨ ਵਿੱਚ ਲਗਾਤਾਰ ਸਹਿਯੋਗ ਦੇਣ ਲਈ ਧੰਨਵਾਦ ਕੀਤਾ ਅਤੇ ਬੇਨਤੀ ਕੀਤੀ ਕਿ ਸੂਬਾ ਸਰਕਾਰ ਵਲੋਂ ਉਪਰੋਕਤ ਸੈਕਟਰਾਂ ਵਿੱਚ ਤੁਰੰਤ ਸੈਕਟਰ ਵਿਸ਼ੇਸ਼ ਪ੍ਰਸਤਾਵ ਪੇਸ਼ ਕੀਤੇ ਜਾਣ ਤਾਂ ਜੋ ਵਾਧੂ ਗ੍ਰਾਂਟਾਂ ਜਲਦੀ ਮਿਲ ਸਕਣ। ਡਾ. ਸਾਹਨੀ ਨੇ ਕਿਹਾ ਕਿ ਉਹ ਪੰਜਾਬ ਲਈ ਭਾਰਤ ਸਰਕਾਰ ਦੇ ਵਿੱਤ ਮੰਤਰਾਲੇ ਤੋਂ ਵੱਧ ਤੋਂ ਵੱਧ ਵਿੱਤੀ ਗ੍ਰਾਂਟਾਂ ਜਾਰੀ ਕਰਵਾਉਣ ਲਈ ਜ਼ੋਰਦਾਰ ਯਤਨ ਕਰਨ ਲਈ ਵਚਨਬੱਧ ਹਨ। <box>334 557 474 759</box>
page-number: 6 <box>56 42 77 83</box>
page3-badge <box>838 40 890 98</box>
byline-place: ਨਵਾਂਸ਼ਹਿਰ / 21 ਸਤੰਬਰ <box>42 1319 115 1328</box>
article-body: ਪਿਛਲੇ ਦਿਨੀਂ 7 ਸਤੰਬਰ 2024 ਵਾਲੇ ਦਿਨ ਕੈਨੇਡਾ ਦੇ ਸ਼ਹਿਰ ਟਰਾਂਟੋ ਵਿੱਚ ਸ੍ਰੀ ਸਤਿਗੁਰੂ ਦਲੀਪ ਸਿੰਘ ਜੀ ਦੀ ਕਿਰਪਾ ਨਾਲ, ਸਤਿਗੁਰੂ ਰਾਮ ਸਿੰਘ ਜੀ ਵਲੋਂ ਚਲਾਈ ਸਾਦੀ ਅਤੇ ਸਫ਼ਲ ਮਰਿਆਦਾ ਨਾਲ ਸੰਤ ਸਰਬਜੀਤ ਸਿੰਘ ਜੀ ਅਤੇ ਬੀਬੀ ਮਨਜੀਤ ਕੌਰ ਜੀ ਦੇ ਸਪੁੱਤਰ ਗੁਰਵਿੰਦਰ ਸਿੰਘ ਜੀ ਦਾ ਆਨੰਦ ਕਾਰਜ ਸੰਤ ਹਰਪਾਲ ਸਿੰਘ ਜੀ ਅਤੇ ਬੀਬੀ ਕੁਲਵਿੰਦਰ ਕੌਰ ਜੀ ਦੀ ਸਪੁੱਤਰੀ ਬੀਬੀ ਨਵਪ੍ਰੀਤ ਕੌਰ ਨਾਲ ਹੋਇਆ। ਆਯੋਜਕਾਂ ਵੱਲੋਂ ਜਾਣਕਾਰੀ ਦਿੰਦਿਆਂ ਦੱਸਿਆ ਗਿਆ ਕਿ ਅਸੀਂ ਦੋਹਾਂ ਪਰਿਵਾਰਾਂ ਅਤੇ ਨਵ-ਵਿਆਹੀ ਜੋੜੀ ਵਲੋਂ ਸ੍ਰੀ ਸਤਿਗੁਰੂ ਦਲੀਪ ਸਿੰਘ ਜੀ ਦਾ ਧੰਨਵਾਦ ਕਰਦੇ ਹਾਂ ਜਿਨ੍ਹਾਂ ਨੇ ਸਾਨੂੰ ਇਹ ਸੇਵਾ ਕਰਨ ਦਾ ਮੌਕਾ ਦਿੱਤਾ। ਉਨ੍ਹਾਂ ਨੇ ਦੱਸਿਆ ਕਿ ਇਹ ਸਾਰਾ ਆਯੋਜਨ ਸ੍ਰੀ ਸਤਿਗੁਰੂ ਦਲੀਪ ਸਿੰਘ ਜੀ ਦੇ ਹੁਕਮ ਨੂੰ ਮੁੱਖ ਰੱਖਦਿਆਂ ਹੋਇਆ ਸਾਧ ਸੰਗਤ ਨਾਲ ਮਿਲ ਕੇ <box>42 999 186 1213</box>
byline-place: ਟਰੰਟੋ / 21 ਸਤੰਬਰ <box>42 981 101 990</box>
article-body: ਵੱਧ ਗਿਣਤੀ ਵਿੱਚ ਬੰਗਾ ਪਹੁੰਚਣਗੇ ਅਤੇ ਦਫ਼ਤਰ ਦਾ ਘਿਰਾਓ ਕਰਨਗੇ। ਇਸ ਮੌਕੇ ਮੀਟਿੰਗ ਨੂੰ ਸੰਬੋਧਨ ਕਰਨ ਵਾਲਿਆਂ ਵਿੱਚ ਵਿਕਰਮਜੀਤ ਰਾਹੋਂ, ਅੰਮ੍ਰਿਤ ਜਗੀਰ, ਮਨਜਿੰਦਰ ਸਿੰਘ, ਸੋਹਣ ਸਿੰਘ, ਨਿਰਮਲ ਸਿੰਘ, ਪਰਮਜੀਤ ਸਿੰਘ, ਕੁਲਦੀਪ ਸਿੰਘ, ਸੁਰਿੰਦਰ ਕੌਰ, ਹਰਪ੍ਰੀਤ ਕੌਰ, ਜਸਵੀਰ ਕੌਰ, ਬਲਵੀਰ ਸਿੰਘ, ਮਨਜੀਤ ਕੌਰ, ਨੀਲਮ, ਜਸਵੀਰ ਕੌਰ, ਮਨਪ੍ਰੀਤ ਸਿੰਘ, ਗੁਰਪ੍ਰੀਤ ਸਿੰਘ, ਪਵਨ ਕੁਮਾਰ ਬਲਵਿੰਦਰ ਕੌਰ, ਕੁਲਵਿੰਦਰ ਕੌਰ, ਜਮਨਾ ਦੇਵੀ, ਸੁਰਜੀਤ ਸਿੰਘ ਅਤੇ ਕੁਲਵਿੰਦਰ ਕੁਮਾਰ ਵੀ ਹਾਜ਼ਰ ਸਨ। <box>780 1305 904 1471</box>
issue-date: 22 SEPTEMBER,2024 <box>66 106 178 118</box>
article-body: ਪੰਜਾਬ ਤੋਂ ਰਾਜ ਸਭਾ ਮੈਂਬਰ ਡਾ. ਵਿਕਰਮਜੀਤ ਸਿੰਘ ਸਾਹਨੀ ਨੇ ਦੱਸਿਆ ਕਿ ਭਾਰਤ ਸਰਕਾਰ ਦੇ ਵਿੱਤ ਮੰਤਰਾਲੇ ਨੇ ਭਾਗ 1 ਦੇ 55,000 ਕਰੋੜ ਰੁਪਏ ਵਿੱਚੋਂ ਪੰਜਾਬ ਲਈ 994 ਕਰੋੜ ਰੁਪਏ ਦੀ ਰਾਸ਼ੀ 50 ਸਾਲਾਂ ਦੇ ਵਿਆਜ ਮੁਕਤ ਕਰਜ਼ੇ ਨਾਲ ਵਿੱਤੀ ਸਹਾਇਤਾ ਵਜੋਂ ਅਲਾਟ ਕੀਤੀ ਹੈ। ਸੰਸਦ ਮੈਂਬਰ ਵਿਕਰਮਜੀਤ ਸਿੰਘ ਸਾਹਨੀ, ਜੋ ਵਿੱਤ ਬਾਰੇ ਸੰਸਦੀ ਸਲਾਹਕਾਰ ਕਮੇਟੀ ਦੇ ਮੈਂਬਰ ਵੀ ਹਨ ਨੇ ਸੰਸਦ ਦੇ ਮਾਨਸੂਨ ਸੈਸ਼ਨ ਵਿਚ ਪੰਜਾਬ ਨੂੰ ਵਿਸ਼ੇਸ਼ ਵਿੱਤੀ ਸਹਾਇਤਾ ਦੇਣ ਬਾਰੇ ਆਪਣਾ ਪੱਖ ਰੱਖਿਆ ਸੀ। ਵਿੱਤ ਮੰਤਰੀ ਵੱਲੋਂ ਡਾ. ਸਾਹਨੀ ਨੂੰ ਦਿੱਤੇ ਲਿਖਤੀ ਜਵਾਬ ਅਨੁਸਾਰ, ਪੰਜਾਬ ਲਈ 548.93 ਕਰੋੜ ਦੀ ਪੂੰਜੀਗਤ ਖਰਚ ਦੀ ਰਕਮ ਨੂੰ <box>42 593 212 735</box>
crowd <box>488 1348 642 1406</box>
article-body: @ਆਪਦੇ ਵਿਧਾਇਕਾਂ ਨੇ 17 ਸਤੰਬਰ ਨੂੰ ਕੇਜਰੀਵਾਲ ਦੇ ਅਸਤੀਫੇ ਤੋਂ ਬਾਅਦ ਮੁੱਖ ਮੰਤਰੀ ਵਜੋਂ ਆਤਿਸ਼ੀ ਦੇ ਨਾਂ ਨੂੰ ਅੰਤਿਮ ਰੂਪ ਦਿੱਤਾ ਸੀ। ਆਤਿਸ਼ੀ ਦੇ ਸਹੁੰ ਚੁੱਕ ਸਮਾਗਮ ਵਿੱਚ ਆਮ <box>220 409 356 467</box>
article-body: ਸਮੇਤ ਭਾਜਪਾ ਅਤੇ ਆਰ.ਐੱਸ.ਐੱਸ. ਦੇ ਆਗੂ ਸਾਡੇ ਆਗੂਆਂ ਦੀ ਜ਼ੁਬਾਨ ਕੱਟਣ ਦੀ ਗੱਲ ਕਰਦੇ ਹਨ। ਸੱਚ ਬੋਲਣ ਲਈ (ਲੋਕ ਸਭਾ 'ਚ ਵਿਰੋਧੀ ਧਿਰ ਦੇ ਨੇਤਾ) ਰਾਹੁਲ ਗਾਂਧੀ 'ਤੇ ਹਮਲਾ ਕੀਤਾ ਜਾਂਦਾ ਹੈ ਅਤੇ ਉਨ੍ਹਾਂ ਵਿਰੁੱਧ ਨਫ਼ਰਤ ਦਾ ਮਾਹੌਲ ਬਣਾਇਆ ਜਾਂਦਾ ਹੈ ਜਿਵੇਂ ਉਨ੍ਹਾਂ ਦੀ ਦਾਦੀ ਇੰਦਰਾ ਗਾਂਧੀ ਵਿਰੁੱਧ ਕੀਤਾ ਗਿਆ ਸੀ।" ਖੜਗੇ ਨੇ ਕਿਹਾ, "ਪ੍ਰਧਾਨ ਮੰਤਰੀ ਭਾਜਪਾ ਅਤੇ ਆਰ.ਐੱਸ.ਐੱਸ. ਦੇ ਅਜਿਹੇ ਭੜਕਾਊ ਭਾਸ਼ਣਾਂ ਨੂੰ ਨਜ਼ਰਅੰਦਾਜ਼ ਕਰਦੇ ਹਨ। ਪ੍ਰਧਾਨ ਮੰਤਰੀ ਇਨ੍ਹਾਂ ਨੇਤਾਵਾਂ 'ਤੇ ਲਗਾਮ ਲਗਾਉਣ ਅਤੇ ਉਨ੍ਹਾਂ ਵਿਰੁੱਧ ਕਾਰਵਾਈ ਕਰਨ ਵਿਚ ਅਸਫਲ ਰਹੇ ਹਨ ਕਿਉਂਕਿ ਉਹ ਉਨ੍ਹਾਂ ਤੋਂ ਡਰਦੇ ਹਨ।" <box>766 941 904 1119</box>
sahni-photo <box>216 560 328 750</box>
byline <box>42 966 186 996</box>
